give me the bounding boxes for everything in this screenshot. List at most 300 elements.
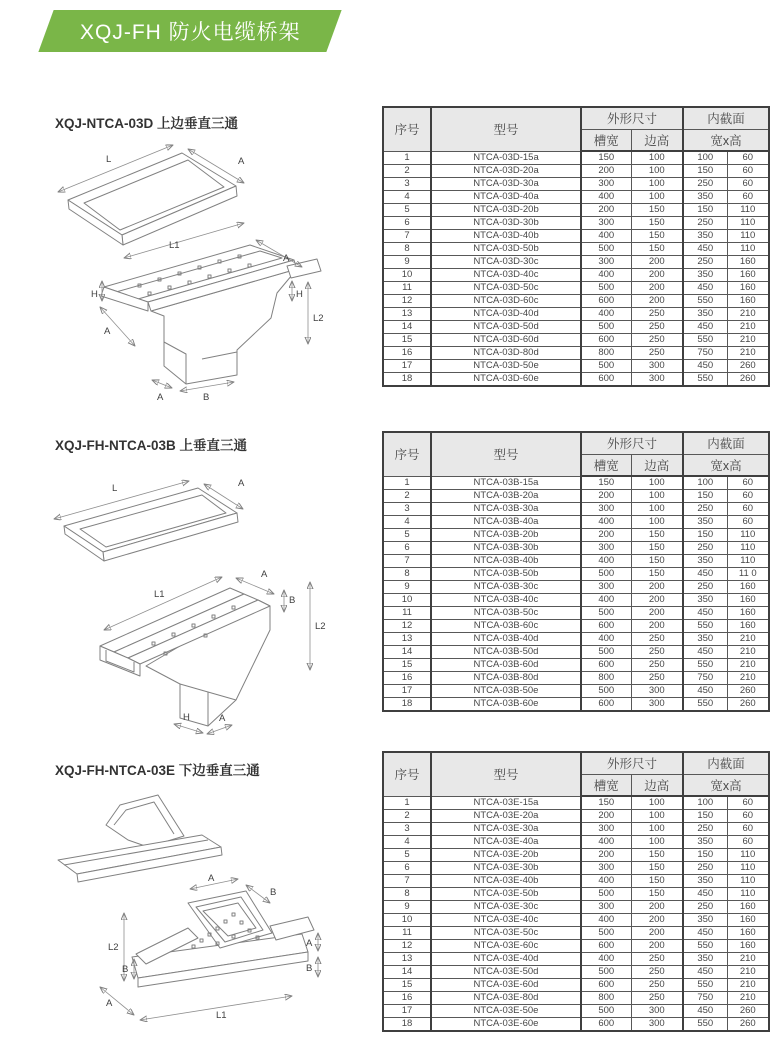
cell-model: NTCA-03E-40b (431, 875, 581, 888)
cell-inner-width: 550 (683, 1018, 727, 1032)
cell-inner-width: 350 (683, 191, 727, 204)
cell-groove-width: 200 (581, 810, 631, 823)
cell-side-height: 250 (631, 953, 683, 966)
cell-no: 13 (383, 308, 431, 321)
header-outer-dims: 外形尺寸 (581, 432, 683, 454)
cell-side-height: 200 (631, 901, 683, 914)
cell-groove-width: 600 (581, 1018, 631, 1032)
cell-groove-width: 300 (581, 823, 631, 836)
cell-inner-height: 60 (727, 151, 769, 165)
dim-label-b-left: B (122, 964, 129, 975)
cell-groove-width: 200 (581, 490, 631, 503)
cell-inner-height: 110 (727, 555, 769, 568)
header-outer-dims: 外形尺寸 (581, 107, 683, 129)
table-row (383, 360, 769, 373)
cell-model: NTCA-03D-40d (431, 308, 581, 321)
dim-label-h-right: H (296, 289, 303, 300)
cell-inner-width: 550 (683, 698, 727, 712)
cell-inner-width: 350 (683, 633, 727, 646)
cell-side-height: 200 (631, 914, 683, 927)
cell-inner-height: 60 (727, 165, 769, 178)
cell-groove-width: 800 (581, 672, 631, 685)
cell-no: 13 (383, 633, 431, 646)
cell-side-height: 200 (631, 927, 683, 940)
cell-side-height: 200 (631, 269, 683, 282)
header-inner-section: 内截面 (683, 107, 769, 129)
cell-inner-width: 450 (683, 646, 727, 659)
table-row (383, 269, 769, 282)
dim-label-a-top: A (208, 873, 215, 884)
cell-no: 4 (383, 191, 431, 204)
cell-model: NTCA-03B-50c (431, 607, 581, 620)
cell-side-height: 200 (631, 282, 683, 295)
dim-label-l1: L1 (154, 589, 165, 600)
cell-inner-height: 110 (727, 217, 769, 230)
cell-side-height: 150 (631, 568, 683, 581)
cell-model: NTCA-03B-40c (431, 594, 581, 607)
cell-inner-height: 110 (727, 542, 769, 555)
cell-model: NTCA-03B-30a (431, 503, 581, 516)
cell-groove-width: 600 (581, 940, 631, 953)
cell-inner-height: 160 (727, 940, 769, 953)
cell-no: 18 (383, 698, 431, 712)
cell-side-height: 250 (631, 992, 683, 1005)
cell-side-height: 150 (631, 875, 683, 888)
cell-groove-width: 500 (581, 243, 631, 256)
cell-inner-height: 60 (727, 796, 769, 810)
cell-no: 7 (383, 555, 431, 568)
cell-inner-height: 210 (727, 979, 769, 992)
cell-side-height: 100 (631, 490, 683, 503)
technical-drawing-03b-isometric (40, 460, 370, 740)
cell-no: 3 (383, 823, 431, 836)
cell-inner-height: 110 (727, 875, 769, 888)
cell-no: 18 (383, 373, 431, 387)
table-row (383, 940, 769, 953)
cell-inner-height: 210 (727, 672, 769, 685)
cell-inner-width: 350 (683, 953, 727, 966)
cell-inner-height: 160 (727, 607, 769, 620)
table-row (383, 295, 769, 308)
dim-label-b-right: B (306, 963, 313, 974)
cell-side-height: 250 (631, 347, 683, 360)
dim-label-l1: L1 (216, 1010, 227, 1021)
cell-no: 12 (383, 295, 431, 308)
table-row (383, 256, 769, 269)
cell-inner-height: 210 (727, 633, 769, 646)
cell-side-height: 300 (631, 685, 683, 698)
cell-groove-width: 150 (581, 476, 631, 490)
cell-inner-height: 110 (727, 888, 769, 901)
cell-side-height: 100 (631, 836, 683, 849)
cell-inner-width: 550 (683, 373, 727, 387)
cell-groove-width: 500 (581, 685, 631, 698)
cell-model: NTCA-03E-50c (431, 927, 581, 940)
spec-table-03b (382, 431, 770, 712)
cell-model: NTCA-03B-30c (431, 581, 581, 594)
cell-model: NTCA-03D-15a (431, 151, 581, 165)
cell-no: 9 (383, 256, 431, 269)
cell-no: 10 (383, 914, 431, 927)
table-row (383, 581, 769, 594)
table-row (383, 633, 769, 646)
cell-inner-height: 60 (727, 191, 769, 204)
table-row (383, 529, 769, 542)
cell-side-height: 100 (631, 823, 683, 836)
cell-model: NTCA-03E-20b (431, 849, 581, 862)
cell-inner-width: 250 (683, 217, 727, 230)
section-title-03e: XQJ-FH-NTCA-03E 下边垂直三通 (55, 763, 260, 778)
cell-side-height: 200 (631, 581, 683, 594)
cell-side-height: 300 (631, 373, 683, 387)
cell-groove-width: 300 (581, 178, 631, 191)
cell-inner-width: 750 (683, 992, 727, 1005)
table-row (383, 953, 769, 966)
cell-inner-height: 210 (727, 321, 769, 334)
cell-side-height: 150 (631, 888, 683, 901)
cell-inner-width: 550 (683, 940, 727, 953)
dim-label-b-topright: B (270, 887, 277, 898)
cell-model: NTCA-03D-30c (431, 256, 581, 269)
cell-inner-height: 160 (727, 594, 769, 607)
cell-side-height: 250 (631, 646, 683, 659)
cell-inner-height: 210 (727, 334, 769, 347)
cell-inner-width: 250 (683, 901, 727, 914)
table-row (383, 901, 769, 914)
cell-groove-width: 400 (581, 914, 631, 927)
cell-inner-width: 250 (683, 542, 727, 555)
cell-groove-width: 500 (581, 321, 631, 334)
cell-no: 6 (383, 862, 431, 875)
tray-outline (100, 588, 270, 726)
dim-label-a-cover: A (238, 156, 245, 167)
cell-model: NTCA-03D-40c (431, 269, 581, 282)
table-row (383, 992, 769, 1005)
cell-inner-height: 60 (727, 823, 769, 836)
cell-side-height: 200 (631, 256, 683, 269)
cell-inner-width: 450 (683, 282, 727, 295)
cell-inner-width: 550 (683, 979, 727, 992)
cell-no: 4 (383, 516, 431, 529)
cell-model: NTCA-03B-50e (431, 685, 581, 698)
cell-model: NTCA-03D-50d (431, 321, 581, 334)
header-no: 序号 (383, 107, 431, 151)
cell-model: NTCA-03E-40d (431, 953, 581, 966)
cell-inner-height: 260 (727, 698, 769, 712)
cell-groove-width: 400 (581, 308, 631, 321)
dim-label-l2: L2 (108, 942, 119, 953)
cell-side-height: 100 (631, 165, 683, 178)
cell-inner-height: 60 (727, 516, 769, 529)
cell-no: 3 (383, 178, 431, 191)
cell-side-height: 100 (631, 516, 683, 529)
cell-no: 12 (383, 940, 431, 953)
cell-inner-width: 450 (683, 360, 727, 373)
cell-inner-width: 250 (683, 256, 727, 269)
cell-no: 5 (383, 204, 431, 217)
header-groove-width: 槽宽 (581, 774, 631, 796)
cell-model: NTCA-03B-40d (431, 633, 581, 646)
cell-inner-width: 350 (683, 914, 727, 927)
table-row (383, 490, 769, 503)
cell-side-height: 300 (631, 1005, 683, 1018)
cell-inner-width: 350 (683, 516, 727, 529)
cell-inner-width: 450 (683, 888, 727, 901)
cell-inner-width: 350 (683, 836, 727, 849)
page-title: XQJ-FH 防火电缆桥架 (79, 21, 301, 44)
cell-no: 15 (383, 979, 431, 992)
cell-no: 4 (383, 836, 431, 849)
cover-outline (58, 795, 222, 882)
cell-groove-width: 200 (581, 165, 631, 178)
cell-side-height: 150 (631, 849, 683, 862)
cell-inner-width: 150 (683, 849, 727, 862)
cell-no: 6 (383, 217, 431, 230)
cell-inner-height: 260 (727, 360, 769, 373)
table-header (383, 752, 769, 796)
cell-inner-height: 210 (727, 992, 769, 1005)
cell-model: NTCA-03B-60d (431, 659, 581, 672)
table-row (383, 373, 769, 387)
cell-inner-height: 60 (727, 476, 769, 490)
cell-groove-width: 600 (581, 698, 631, 712)
cell-inner-width: 750 (683, 347, 727, 360)
cell-inner-width: 450 (683, 607, 727, 620)
cell-groove-width: 400 (581, 953, 631, 966)
cell-side-height: 150 (631, 204, 683, 217)
spec-table-03d (382, 106, 770, 387)
cell-inner-width: 350 (683, 875, 727, 888)
dim-label-l2: L2 (315, 621, 326, 632)
cell-inner-width: 150 (683, 204, 727, 217)
cell-side-height: 100 (631, 178, 683, 191)
cell-groove-width: 800 (581, 992, 631, 1005)
cell-groove-width: 400 (581, 594, 631, 607)
cell-side-height: 150 (631, 862, 683, 875)
cell-inner-width: 100 (683, 151, 727, 165)
dim-label-a-left: A (104, 326, 111, 337)
dim-label-a-bottom: A (106, 998, 113, 1009)
cell-groove-width: 600 (581, 295, 631, 308)
table-row (383, 914, 769, 927)
cell-groove-width: 150 (581, 151, 631, 165)
section-title-03d: XQJ-NTCA-03D 上边垂直三通 (55, 116, 239, 131)
cell-model: NTCA-03E-60d (431, 979, 581, 992)
cell-inner-height: 210 (727, 966, 769, 979)
table-row (383, 334, 769, 347)
header-side-height: 边高 (631, 774, 683, 796)
cell-model: NTCA-03B-60e (431, 698, 581, 712)
cell-model: NTCA-03D-20b (431, 204, 581, 217)
cell-model: NTCA-03B-30b (431, 542, 581, 555)
cell-inner-width: 250 (683, 823, 727, 836)
cell-inner-height: 260 (727, 1018, 769, 1032)
dim-label-l1: L1 (169, 240, 180, 251)
table-row (383, 875, 769, 888)
cell-no: 11 (383, 282, 431, 295)
cell-model: NTCA-03E-30c (431, 901, 581, 914)
cell-groove-width: 150 (581, 796, 631, 810)
table-row (383, 476, 769, 490)
header-model: 型号 (431, 752, 581, 796)
cell-no: 1 (383, 476, 431, 490)
cell-model: NTCA-03E-30a (431, 823, 581, 836)
table-header (383, 432, 769, 476)
header-no: 序号 (383, 432, 431, 476)
table-row (383, 646, 769, 659)
cell-inner-width: 250 (683, 581, 727, 594)
cell-model: NTCA-03E-50e (431, 1005, 581, 1018)
table-row (383, 594, 769, 607)
cell-inner-width: 450 (683, 1005, 727, 1018)
cell-no: 14 (383, 966, 431, 979)
cell-groove-width: 200 (581, 204, 631, 217)
cell-side-height: 100 (631, 476, 683, 490)
cell-groove-width: 500 (581, 927, 631, 940)
cell-model: NTCA-03D-50b (431, 243, 581, 256)
cell-model: NTCA-03E-50d (431, 966, 581, 979)
cell-model: NTCA-03B-80d (431, 672, 581, 685)
cell-no: 17 (383, 685, 431, 698)
tray-outline (101, 245, 321, 384)
cell-groove-width: 400 (581, 191, 631, 204)
header-model: 型号 (431, 432, 581, 476)
cell-model: NTCA-03E-80d (431, 992, 581, 1005)
cell-model: NTCA-03E-60c (431, 940, 581, 953)
dim-label-l: L (112, 483, 118, 494)
table-row (383, 217, 769, 230)
cell-no: 14 (383, 321, 431, 334)
table-row (383, 204, 769, 217)
cell-side-height: 200 (631, 594, 683, 607)
cell-inner-height: 110 (727, 230, 769, 243)
cell-inner-width: 450 (683, 568, 727, 581)
dim-label-b: B (289, 595, 296, 606)
cell-groove-width: 800 (581, 347, 631, 360)
cell-model: NTCA-03E-20a (431, 810, 581, 823)
cell-groove-width: 600 (581, 620, 631, 633)
dim-label-a-top: A (261, 569, 268, 580)
cell-inner-height: 110 (727, 204, 769, 217)
cell-groove-width: 400 (581, 230, 631, 243)
table-row (383, 698, 769, 712)
cell-inner-width: 150 (683, 529, 727, 542)
cell-inner-width: 550 (683, 620, 727, 633)
cell-inner-height: 260 (727, 1005, 769, 1018)
cell-side-height: 250 (631, 659, 683, 672)
dim-label-b-bottom: B (203, 392, 210, 403)
table-row (383, 927, 769, 940)
table-row (383, 620, 769, 633)
cell-no: 5 (383, 529, 431, 542)
cell-no: 16 (383, 672, 431, 685)
table-row (383, 165, 769, 178)
cell-groove-width: 400 (581, 633, 631, 646)
cell-side-height: 200 (631, 607, 683, 620)
tray-outline (132, 891, 314, 987)
header-groove-width: 槽宽 (581, 454, 631, 476)
cell-side-height: 300 (631, 1018, 683, 1032)
cell-groove-width: 600 (581, 659, 631, 672)
cell-groove-width: 400 (581, 875, 631, 888)
cell-groove-width: 400 (581, 555, 631, 568)
table-row (383, 979, 769, 992)
cell-no: 9 (383, 581, 431, 594)
cell-model: NTCA-03D-60d (431, 334, 581, 347)
cell-inner-height: 210 (727, 659, 769, 672)
cell-groove-width: 600 (581, 334, 631, 347)
cell-inner-height: 110 (727, 243, 769, 256)
cell-no: 17 (383, 360, 431, 373)
cell-groove-width: 300 (581, 862, 631, 875)
cell-inner-width: 250 (683, 178, 727, 191)
cell-side-height: 150 (631, 243, 683, 256)
table-row (383, 836, 769, 849)
header-side-height: 边高 (631, 129, 683, 151)
cell-side-height: 100 (631, 810, 683, 823)
cell-side-height: 200 (631, 940, 683, 953)
cell-inner-height: 260 (727, 373, 769, 387)
cell-inner-height: 210 (727, 646, 769, 659)
cell-inner-height: 160 (727, 256, 769, 269)
cell-side-height: 250 (631, 308, 683, 321)
spec-table-03e (382, 751, 770, 1032)
cover-outline (68, 153, 237, 245)
cell-no: 18 (383, 1018, 431, 1032)
cell-no: 9 (383, 901, 431, 914)
table-row (383, 321, 769, 334)
cell-inner-width: 250 (683, 862, 727, 875)
cell-side-height: 100 (631, 796, 683, 810)
table-row (383, 607, 769, 620)
header-groove-width: 槽宽 (581, 129, 631, 151)
technical-drawing-03d-isometric (40, 140, 370, 408)
table-row (383, 966, 769, 979)
cell-model: NTCA-03D-40a (431, 191, 581, 204)
cell-groove-width: 500 (581, 888, 631, 901)
dim-label-a-top: A (283, 253, 290, 264)
table-row (383, 659, 769, 672)
cell-no: 13 (383, 953, 431, 966)
cell-no: 12 (383, 620, 431, 633)
cell-side-height: 100 (631, 191, 683, 204)
cell-model: NTCA-03D-30a (431, 178, 581, 191)
cell-inner-height: 160 (727, 901, 769, 914)
dim-label-h-left: H (91, 289, 98, 300)
dim-label-a-right: A (306, 938, 313, 949)
dim-label-l: L (106, 154, 112, 165)
table-row (383, 810, 769, 823)
cell-side-height: 200 (631, 295, 683, 308)
cell-inner-height: 210 (727, 308, 769, 321)
cell-no: 17 (383, 1005, 431, 1018)
cell-groove-width: 600 (581, 373, 631, 387)
cell-inner-height: 110 (727, 529, 769, 542)
header-width-x-height: 宽x高 (683, 129, 769, 151)
table-row (383, 849, 769, 862)
cell-inner-width: 350 (683, 230, 727, 243)
cell-model: NTCA-03E-15a (431, 796, 581, 810)
cell-side-height: 150 (631, 230, 683, 243)
cell-no: 15 (383, 334, 431, 347)
table-row (383, 503, 769, 516)
cell-side-height: 250 (631, 966, 683, 979)
cell-model: NTCA-03D-20a (431, 165, 581, 178)
cell-no: 10 (383, 269, 431, 282)
cell-no: 1 (383, 151, 431, 165)
cell-groove-width: 400 (581, 269, 631, 282)
table-row (383, 796, 769, 810)
